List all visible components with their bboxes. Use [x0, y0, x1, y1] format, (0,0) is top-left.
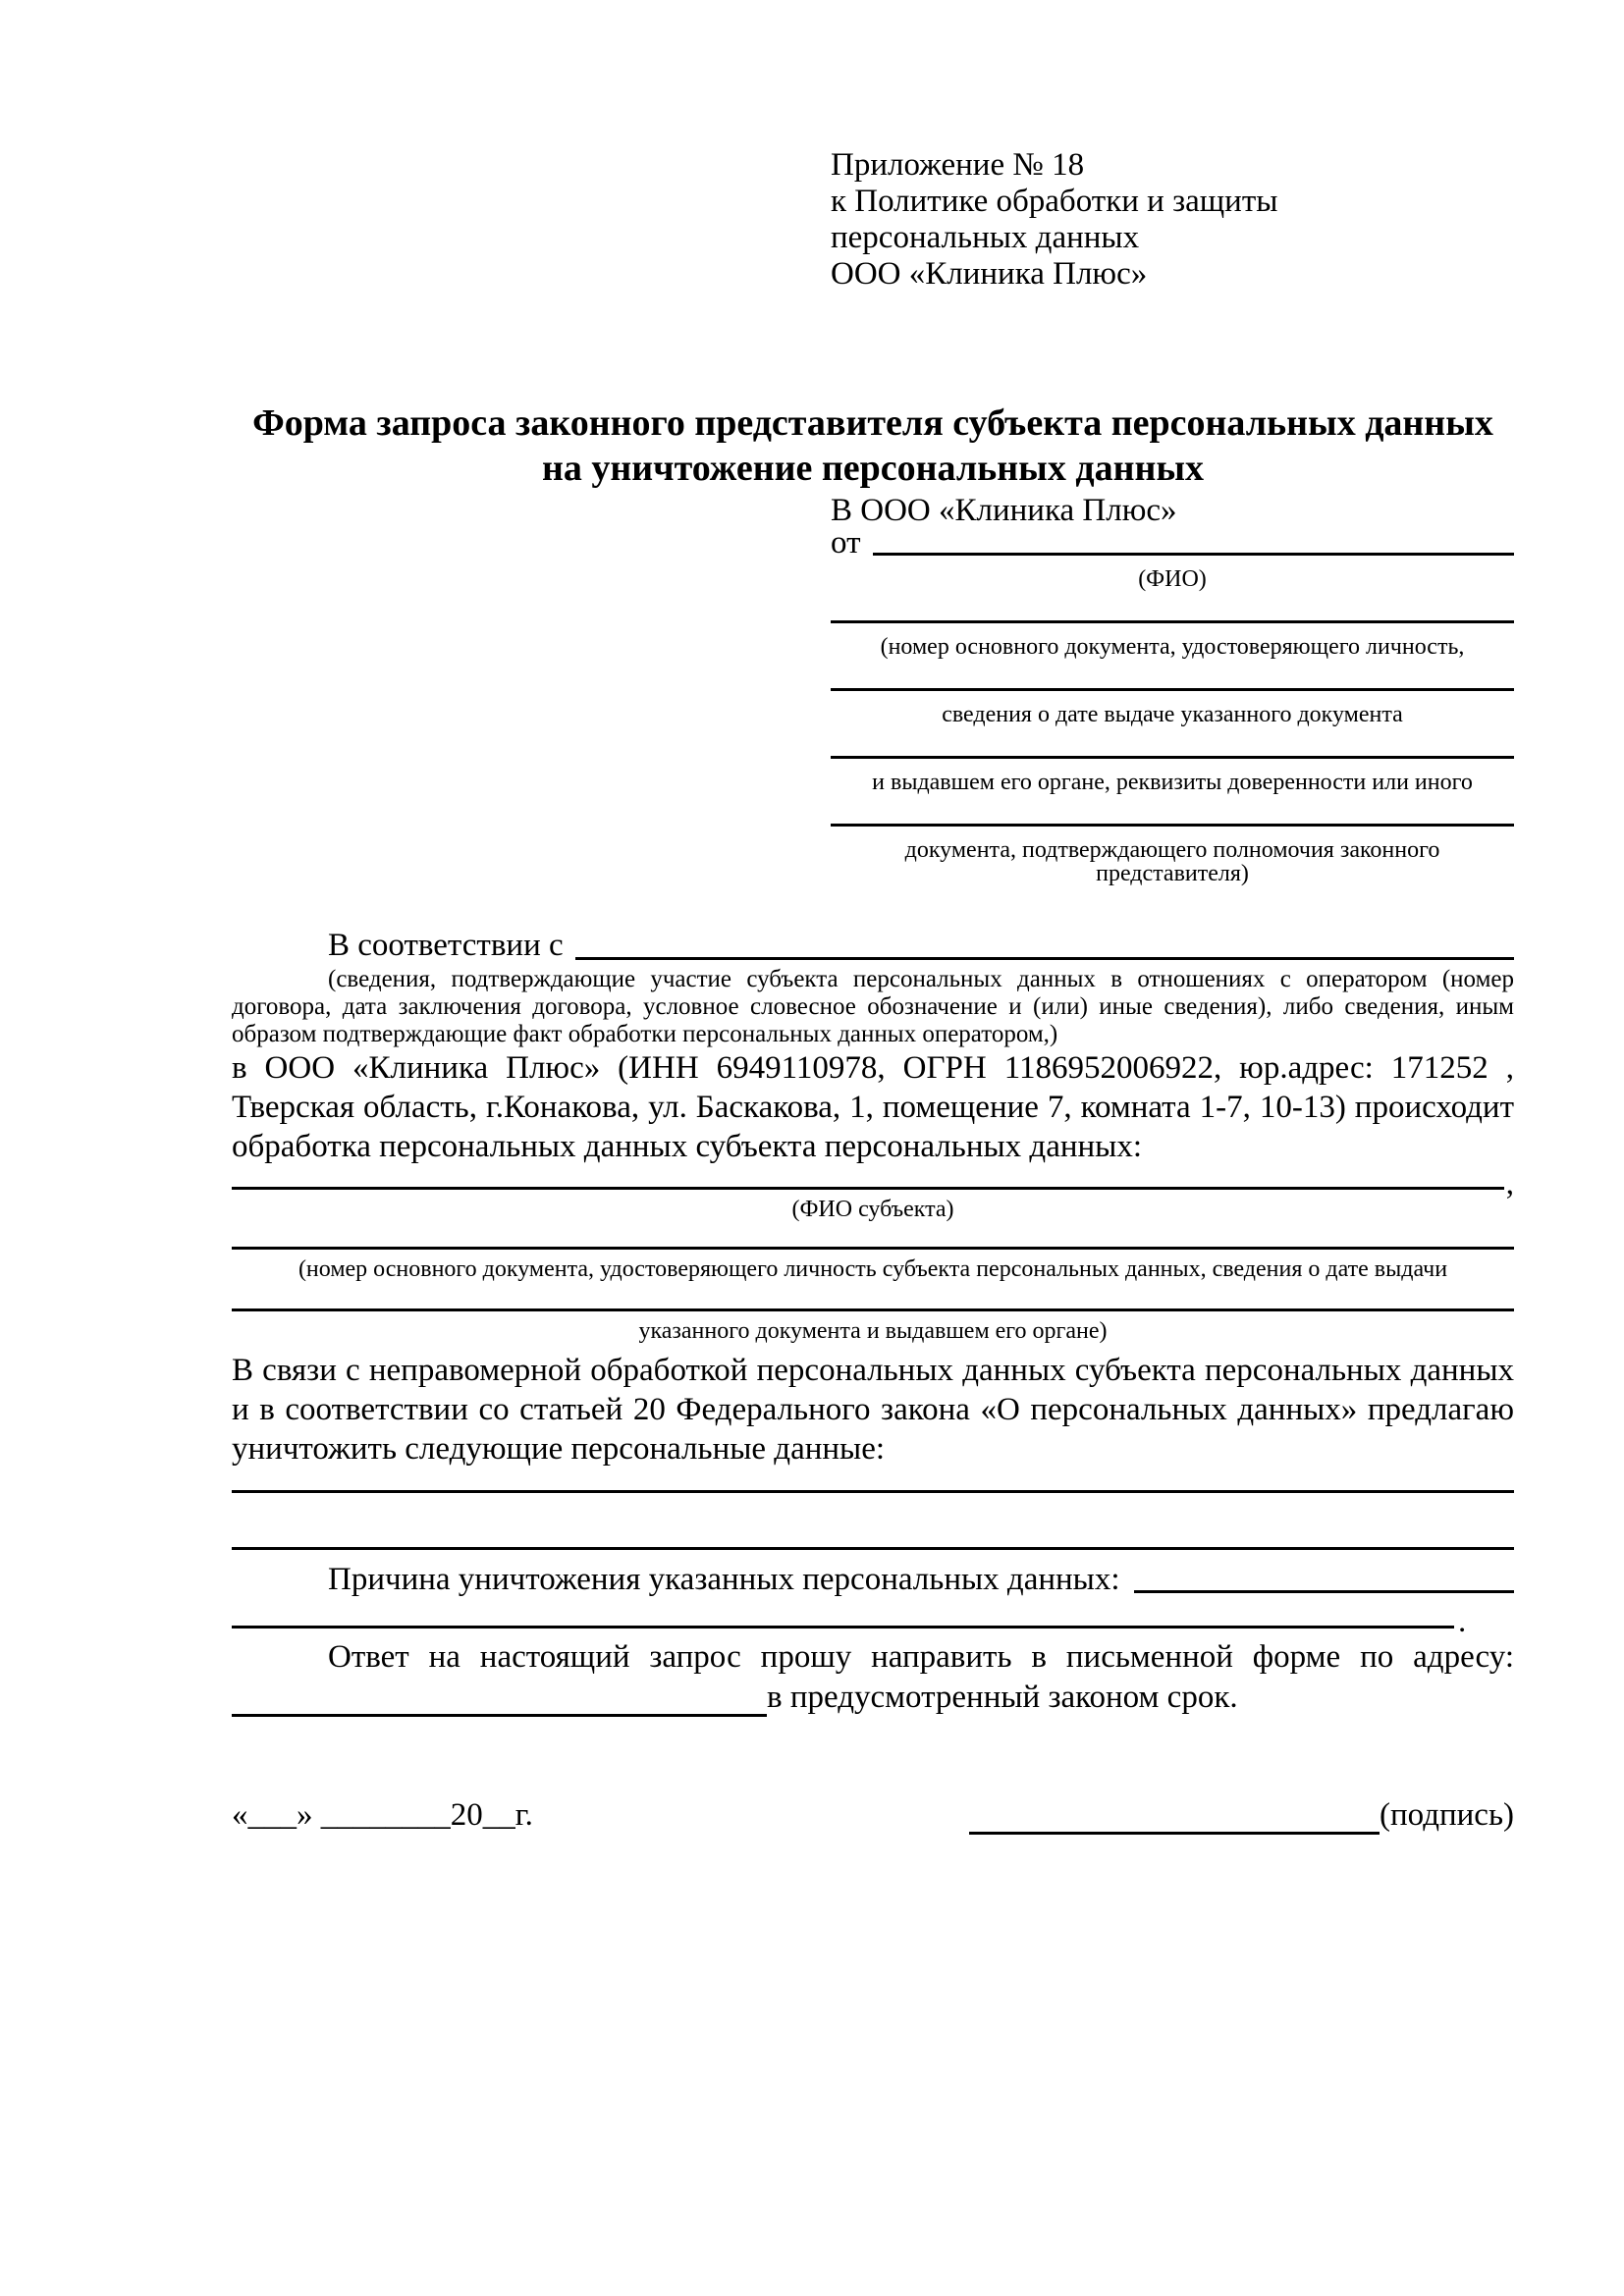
date-blank-text: «___» ________20__г.	[232, 1797, 533, 1833]
issue-date-caption: сведения о дате выдаче указанного документа	[942, 702, 1403, 727]
operator-paragraph: в ООО «Клиника Плюс» (ИНН 6949110978, ОГРН 1186952006922, юр.адрес: 171252 , Тверская область, г.Конакова, ул. Баскакова, 1, помещение 7, комната 1-7, 10-13) происходит обработка персональных данных субъекта персональных данных:	[232, 1050, 1514, 1164]
subject-fio-field-line	[232, 1178, 1504, 1190]
signature-group	[969, 1795, 1514, 1835]
subject-fio-caption: (ФИО субъекта)	[791, 1197, 954, 1222]
subject-issuing-authority-field-line	[232, 1308, 1514, 1311]
reason-line-period: .	[1458, 1604, 1467, 1639]
document-number-field-line	[831, 620, 1514, 623]
accordance-field-row	[232, 928, 1514, 963]
destroy-request-paragraph: В связи с неправомерной обработкой персональных данных субъекта персональных данных и в соответствии со статьей 20 Федерального закона «О персональных данных» предлагаю уничтожить следующие персональные данные:	[232, 1353, 1514, 1467]
subject-document-caption: (номер основного документа, удостоверяющего личность субъекта персональных данных, сведения о дате выдачи	[298, 1256, 1448, 1282]
reason-label: Причина уничтожения указанных персональных данных:	[328, 1562, 1120, 1597]
from-field-row	[831, 525, 1514, 561]
reason-field-line	[1134, 1560, 1514, 1593]
appendix-header	[831, 147, 1514, 293]
document-title-line2: на уничтожение персональных данных	[541, 448, 1205, 489]
personal-data-list-line1	[232, 1490, 1514, 1493]
issue-date-field-line	[831, 688, 1514, 691]
signature-field-line	[969, 1795, 1380, 1835]
representative-authority-caption: документа, подтверждающего полномочия законного представителя)	[904, 837, 1440, 886]
addressee-organization: В ООО «Клиника Плюс»	[831, 493, 1177, 528]
policy-reference-line2: персональных данных	[831, 220, 1140, 255]
reason-field-row	[232, 1560, 1514, 1599]
subject-issuing-authority-caption: указанного документа и выдавшем его органе)	[638, 1318, 1108, 1344]
footer-row	[232, 1795, 1514, 1835]
reason-continuation-row	[232, 1604, 1514, 1639]
answer-address-field-line	[232, 1678, 767, 1717]
organization-name: ООО «Клиника Плюс»	[831, 256, 1148, 292]
representative-authority-field-line	[831, 824, 1514, 827]
issuing-authority-caption: и выдавшем его органе, реквизиты доверенности или иного	[872, 770, 1473, 795]
reason-continuation-line	[232, 1615, 1454, 1629]
subject-line-comma: ,	[1505, 1166, 1514, 1201]
from-label: от	[831, 525, 861, 561]
from-field-line	[873, 530, 1515, 556]
appendix-number: Приложение № 18	[831, 147, 1085, 183]
document-body	[232, 928, 1514, 1717]
policy-reference-line1: к Политике обработки и защиты	[831, 184, 1278, 219]
document-number-caption: (номер основного документа, удостоверяющего личность,	[880, 634, 1465, 660]
accordance-note: (сведения, подтверждающие участие субъекта персональных данных в отношениях с оператором (номер договора, дата заключения договора, условное словесное обозначение и (или) иные сведения), либо сведения, иным образом подтверждающие факт обработки персональных данных оператором,)	[232, 966, 1514, 1047]
document-title-line1: Форма запроса законного представителя субъекта персональных данных	[252, 402, 1493, 444]
fio-caption: (ФИО)	[1138, 566, 1207, 592]
answer-sentence: Ответ на настоящий запрос прошу направить в письменной форме по адресу:	[328, 1639, 1514, 1675]
subject-fio-field-row	[232, 1166, 1514, 1201]
answer-tail-text: в предусмотренный законом срок.	[767, 1680, 1238, 1715]
subject-document-field-line	[232, 1247, 1514, 1250]
accordance-label: В соответствии с	[328, 928, 564, 963]
personal-data-list-line2	[232, 1547, 1514, 1550]
document-title	[232, 400, 1514, 491]
issuing-authority-field-line	[831, 756, 1514, 759]
addressee-block	[831, 491, 1514, 885]
signature-caption: (подпись)	[1380, 1797, 1514, 1833]
answer-address-row	[232, 1678, 1514, 1717]
accordance-field-line	[575, 931, 1514, 960]
